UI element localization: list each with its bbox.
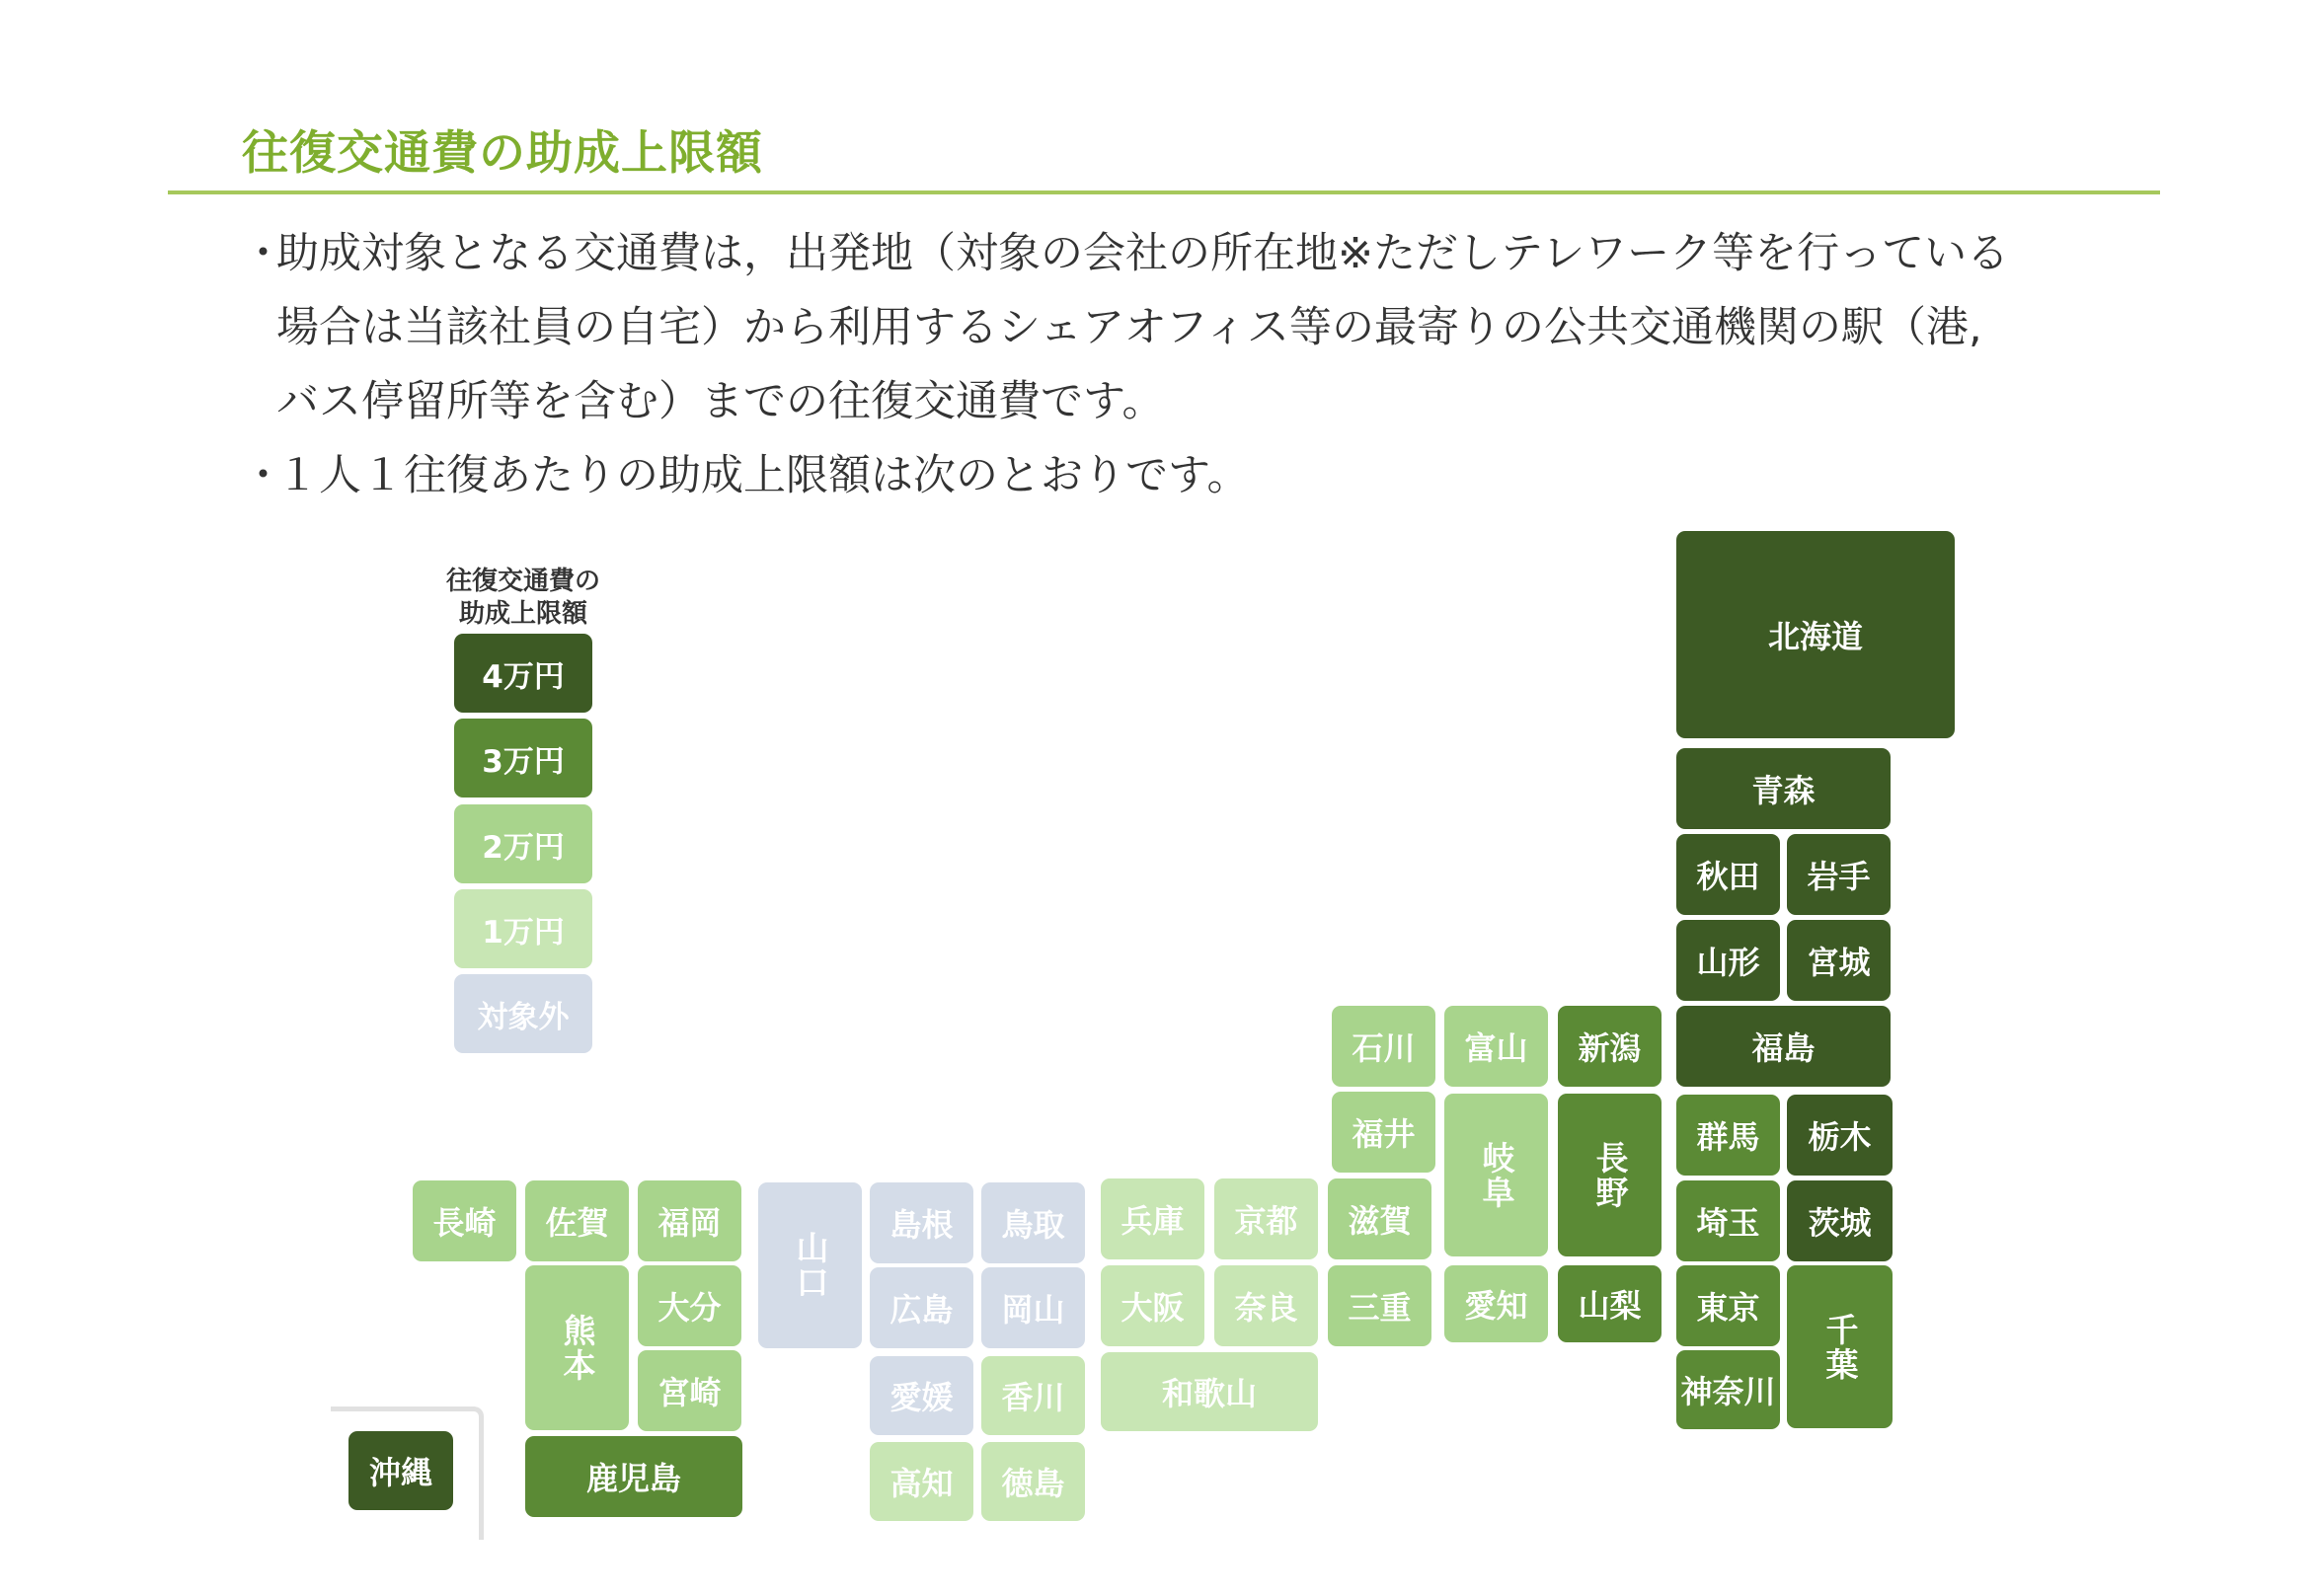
prefecture-yamagata: 山形 xyxy=(1676,920,1780,1001)
prefecture-ehime: 愛媛 xyxy=(870,1356,973,1435)
bullet-text-line: 助成対象となる交通費は，出発地（対象の会社の所在地※ただしテレワーク等を行っている xyxy=(276,229,2010,278)
prefecture-nagano: 長野 xyxy=(1558,1094,1662,1256)
prefecture-okayama: 岡山 xyxy=(981,1267,1085,1348)
prefecture-gifu: 岐阜 xyxy=(1444,1094,1548,1256)
prefecture-ishikawa: 石川 xyxy=(1332,1006,1435,1087)
prefecture-fukuoka: 福岡 xyxy=(638,1180,741,1261)
prefecture-osaka: 大阪 xyxy=(1101,1265,1204,1346)
legend-caption xyxy=(425,566,622,631)
prefecture-nagasaki: 長崎 xyxy=(413,1180,516,1261)
prefecture-aomori: 青森 xyxy=(1676,748,1891,829)
legend-item-3man: 3万円 xyxy=(454,719,592,798)
prefecture-kanagawa: 神奈川 xyxy=(1676,1350,1780,1429)
legend-caption-line: 助成上限額 xyxy=(458,599,587,629)
bullet-text-line: １人１往復あたりの助成上限額は次のとおりです。 xyxy=(276,451,1250,500)
legend-item-2man: 2万円 xyxy=(454,804,592,883)
prefecture-shiga: 滋賀 xyxy=(1328,1178,1431,1259)
legend-item-not-covered: 対象外 xyxy=(454,974,592,1053)
legend-item-4man: 4万円 xyxy=(454,634,592,713)
prefecture-ibaraki: 茨城 xyxy=(1787,1180,1893,1261)
prefecture-saga: 佐賀 xyxy=(525,1180,629,1261)
prefecture-saitama: 埼玉 xyxy=(1676,1180,1780,1261)
bullet-mark: ・ xyxy=(242,451,284,500)
prefecture-kagoshima: 鹿児島 xyxy=(525,1436,742,1517)
prefecture-tokushima: 徳島 xyxy=(981,1442,1085,1521)
prefecture-yamaguchi: 山口 xyxy=(758,1182,862,1348)
prefecture-miyagi: 宮城 xyxy=(1787,920,1891,1001)
title-divider xyxy=(168,190,2160,194)
prefecture-hokkaido: 北海道 xyxy=(1676,531,1955,738)
prefecture-fukui: 福井 xyxy=(1332,1092,1435,1173)
prefecture-iwate: 岩手 xyxy=(1787,834,1891,915)
bullet-mark: ・ xyxy=(242,229,284,278)
prefecture-akita: 秋田 xyxy=(1676,834,1780,915)
prefecture-kochi: 高知 xyxy=(870,1442,973,1521)
prefecture-yamanashi: 山梨 xyxy=(1558,1265,1662,1342)
prefecture-nara: 奈良 xyxy=(1214,1265,1318,1346)
legend-caption-line: 往復交通費の xyxy=(445,567,600,596)
prefecture-shimane: 島根 xyxy=(870,1182,973,1263)
prefecture-kyoto: 京都 xyxy=(1214,1178,1318,1259)
prefecture-tokyo: 東京 xyxy=(1676,1265,1780,1346)
prefecture-tottori: 鳥取 xyxy=(981,1182,1085,1263)
prefecture-kumamoto: 熊本 xyxy=(525,1265,629,1430)
prefecture-oita: 大分 xyxy=(638,1265,741,1346)
prefecture-aichi: 愛知 xyxy=(1444,1265,1548,1342)
bullet-text-line: 場合は当該社員の自宅）から利用するシェアオフィス等の最寄りの公共交通機関の駅（港, xyxy=(276,303,1982,352)
prefecture-wakayama: 和歌山 xyxy=(1101,1352,1318,1431)
prefecture-mie: 三重 xyxy=(1328,1265,1431,1346)
prefecture-hiroshima: 広島 xyxy=(870,1267,973,1348)
prefecture-chiba: 千葉 xyxy=(1787,1265,1893,1428)
prefecture-miyazaki: 宮崎 xyxy=(638,1350,741,1431)
prefecture-fukushima: 福島 xyxy=(1676,1006,1891,1087)
prefecture-tochigi: 栃木 xyxy=(1787,1095,1893,1176)
legend-item-1man: 1万円 xyxy=(454,889,592,968)
page-title: 往復交通費の助成上限額 xyxy=(242,126,763,181)
prefecture-gunma: 群馬 xyxy=(1676,1095,1780,1176)
bullet-text-line: バス停留所等を含む）までの往復交通費です。 xyxy=(276,377,1165,426)
prefecture-okinawa: 沖縄 xyxy=(348,1431,453,1510)
prefecture-niigata: 新潟 xyxy=(1558,1006,1662,1087)
prefecture-hyogo: 兵庫 xyxy=(1101,1178,1204,1259)
prefecture-kagawa: 香川 xyxy=(981,1356,1085,1435)
prefecture-toyama: 富山 xyxy=(1444,1006,1548,1087)
